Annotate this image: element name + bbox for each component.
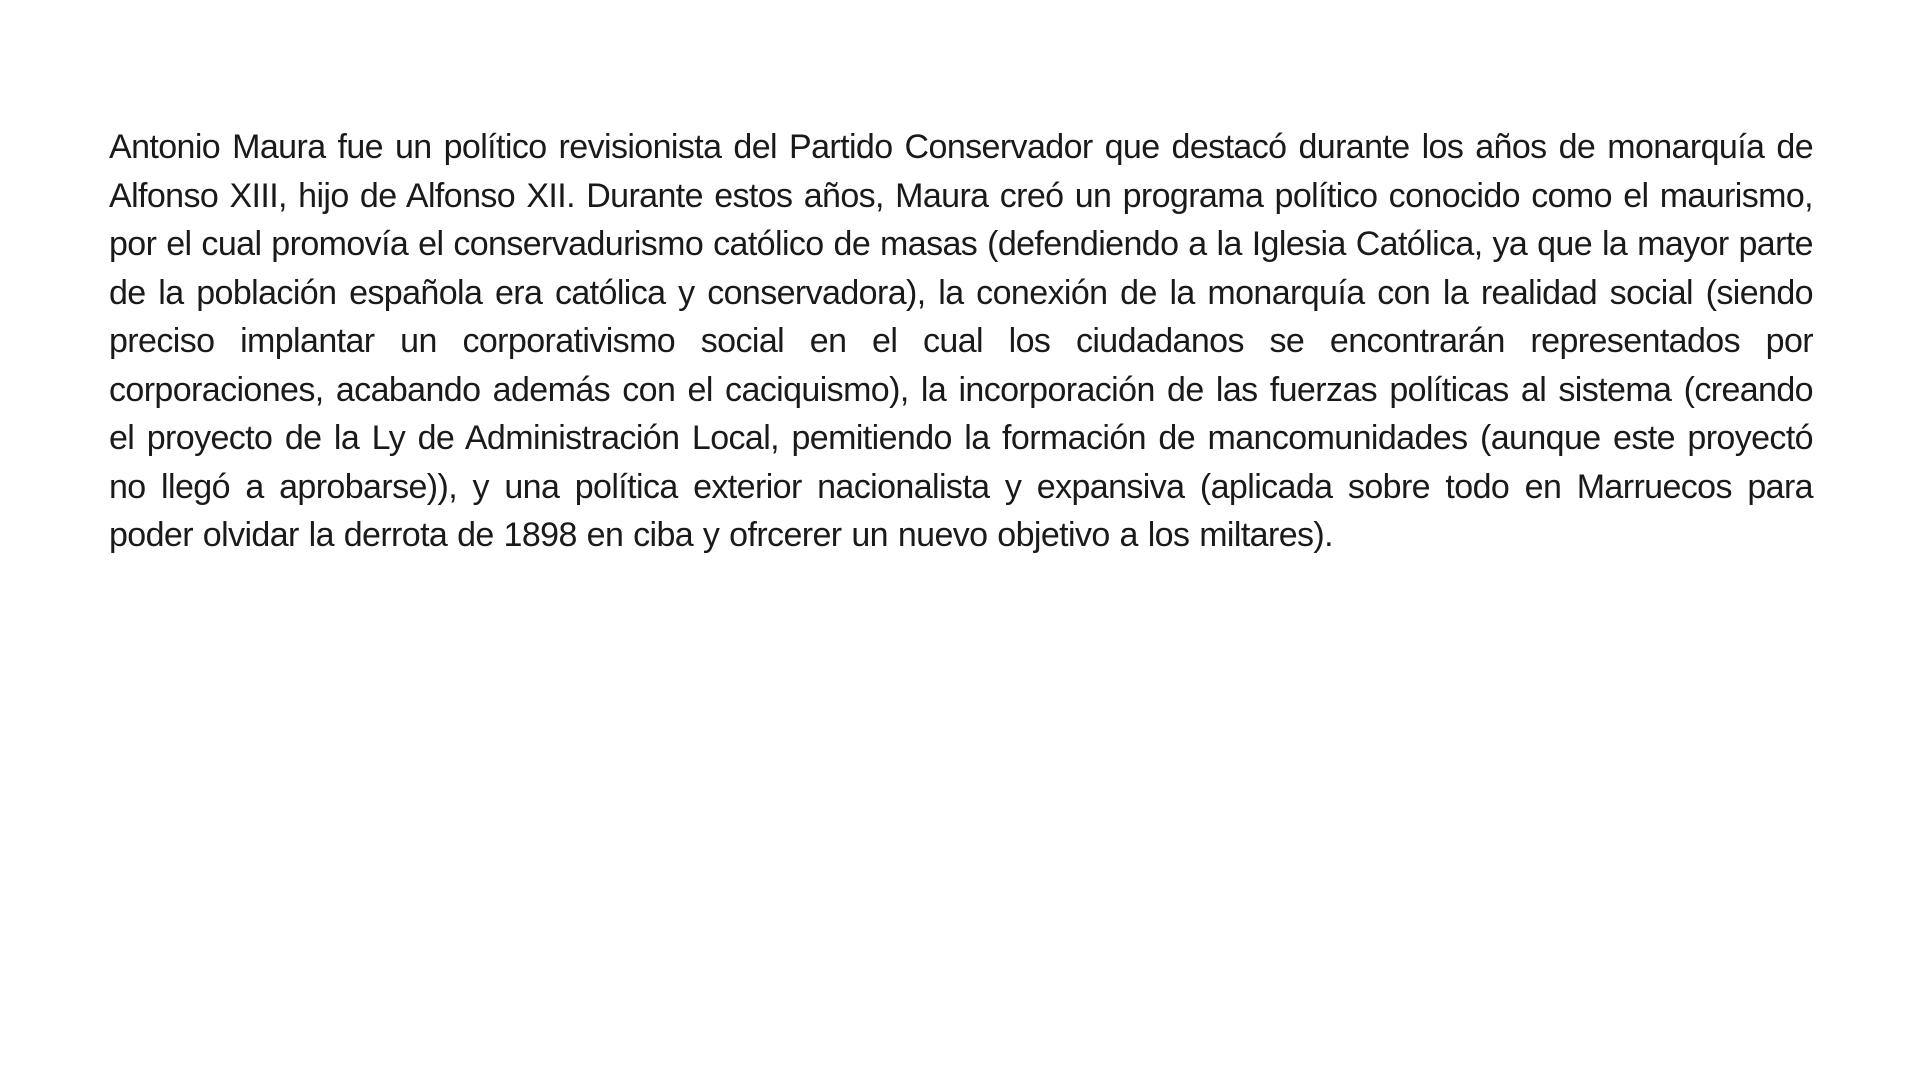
body-paragraph: Antonio Maura fue un político revisionista del Partido Conservador que destacó durante los años de monarquía de Alfonso XIII, hijo de Alfonso XII. Durante estos años, Maura creó un programa político conocido como el maurismo, por el cual promovía el conservadurismo católico de masas (defendiendo a la Iglesia Católica, ya que la mayor parte de la población española era católica y conservadora), la conexión de la monarquía con la realidad social (siendo preciso implantar un corporativismo social en el cual los ciudadanos se encontrarán representados por corporaciones, acabando además con el caciquismo), la incorporación de las fuerzas políticas al sistema (creando el proyecto de la Ly de Administración Local, pemitiendo la formación de mancomunidades (aunque este proyectó no llegó a aprobarse)), y una política exterior nacionalista y expansiva (aplicada sobre todo en Marruecos para poder olvidar la derrota de 1898 en ciba y ofrcerer un nuevo objetivo a los miltares). bbox=[109, 128, 1813, 554]
